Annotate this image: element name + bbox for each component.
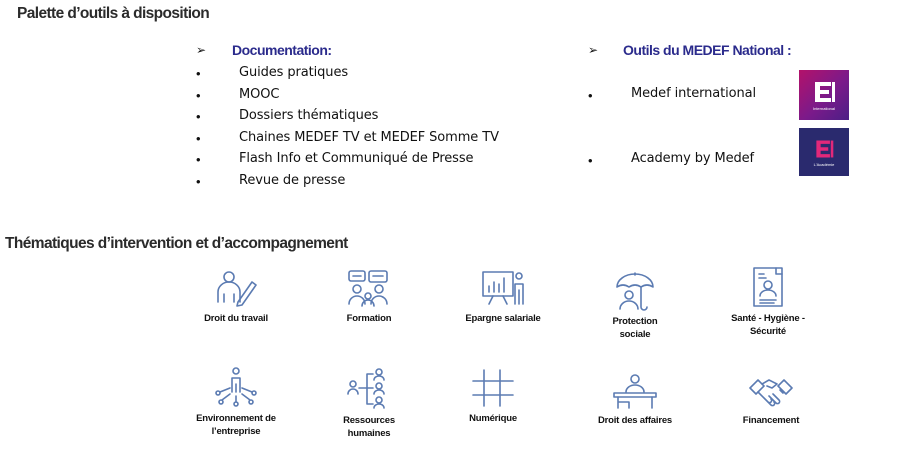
- outils-item-medef-international: Medef international: [631, 86, 757, 101]
- theme-protection-sociale: [570, 271, 700, 341]
- presentation-chart-icon: [479, 268, 527, 308]
- documentation-item: Guides pratiques: [239, 65, 349, 80]
- thematiques-title: Thématiques d’intervention et d’accompagnement: [5, 235, 348, 252]
- theme-label: Financement: [742, 415, 800, 426]
- theme-label: Droit du travail: [204, 313, 268, 324]
- palette-title: Palette d’outils à disposition: [17, 5, 210, 22]
- theme-droit-des-affaires: [570, 374, 700, 427]
- theme-label: Droit des affaires: [597, 415, 672, 426]
- documentation-item: Revue de presse: [239, 173, 346, 188]
- theme-numerique: [428, 368, 558, 425]
- theme-droit-du-travail: [171, 268, 301, 325]
- theme-label: Environnement de l’entreprise: [196, 413, 276, 437]
- arrow-bullet-icon: ➢: [588, 43, 599, 57]
- logo-caption: International: [812, 106, 835, 111]
- hashtag-icon: [469, 368, 517, 408]
- theme-financement: [706, 374, 836, 427]
- bullet-icon: •: [588, 153, 593, 168]
- arrow-bullet-icon: ➢: [196, 43, 207, 57]
- theme-ressources-humaines: [304, 368, 434, 440]
- theme-label: Protection sociale: [612, 316, 658, 340]
- bullet-icon: •: [196, 174, 201, 189]
- person-pen-icon: [212, 268, 260, 308]
- person-network-icon: [212, 366, 260, 408]
- theme-label: Epargne salariale: [465, 313, 541, 324]
- theme-label: Numérique: [469, 413, 517, 424]
- bullet-icon: •: [588, 88, 593, 103]
- theme-label: Santé - Hygiène - Sécurité: [731, 313, 805, 337]
- theme-epargne-salariale: [438, 268, 568, 325]
- bullet-icon: •: [196, 88, 201, 103]
- documentation-item: Chaines MEDEF TV et MEDEF Somme TV: [239, 130, 499, 145]
- bullet-icon: •: [196, 152, 201, 167]
- documentation-item: Flash Info et Communiqué de Presse: [239, 151, 474, 166]
- documentation-item: MOOC: [239, 87, 280, 102]
- medef-international-logo: [799, 70, 849, 120]
- umbrella-person-icon: [611, 271, 659, 311]
- outils-heading: Outils du MEDEF National :: [623, 42, 792, 58]
- theme-label: Ressources humaines: [343, 415, 395, 439]
- bullet-icon: •: [196, 109, 201, 124]
- theme-label: Formation: [346, 313, 392, 324]
- org-people-icon: [345, 368, 393, 410]
- outils-item-academy: Academy by Medef: [631, 151, 755, 166]
- logo-caption: L'Académie: [813, 162, 835, 167]
- theme-sante-hygiene-securite: [703, 266, 833, 338]
- bullet-icon: •: [196, 131, 201, 146]
- desk-person-icon: [611, 374, 659, 410]
- documentation-item: Dossiers thématiques: [239, 108, 379, 123]
- training-group-icon: [345, 268, 393, 308]
- documentation-heading: Documentation:: [232, 42, 332, 58]
- theme-environnement-entreprise: [171, 366, 301, 438]
- health-document-icon: [744, 266, 792, 308]
- medef-e-logo-icon: [813, 137, 835, 161]
- handshake-icon: [747, 374, 795, 410]
- academy-logo: [799, 128, 849, 176]
- medef-e-logo-icon: [811, 79, 837, 105]
- theme-formation: [304, 268, 434, 325]
- bullet-icon: •: [196, 66, 201, 81]
